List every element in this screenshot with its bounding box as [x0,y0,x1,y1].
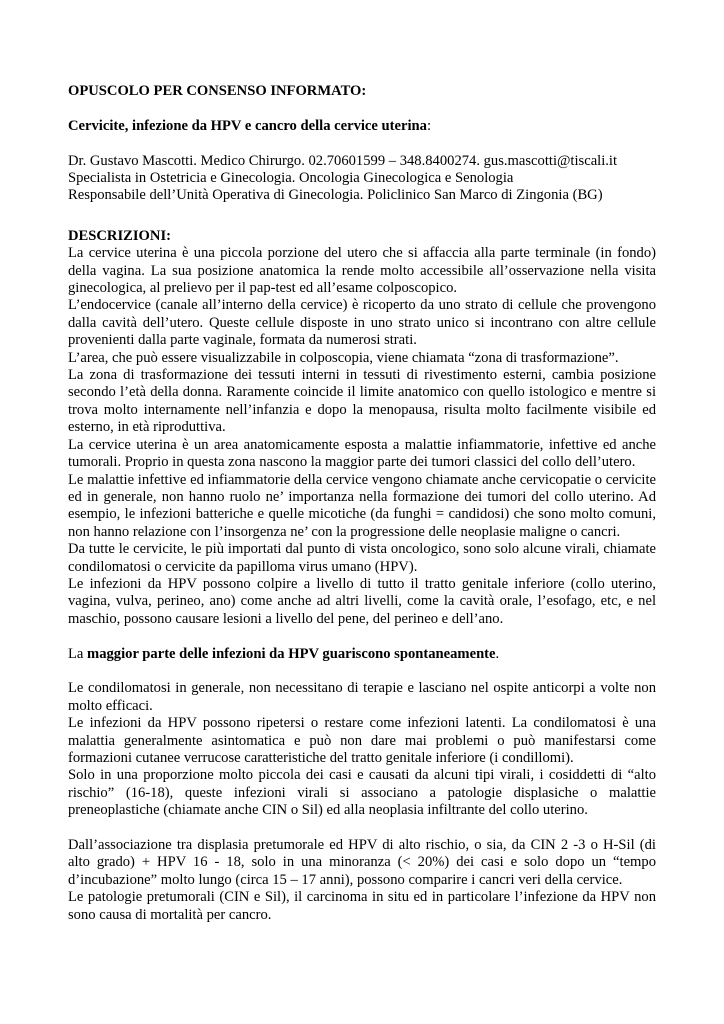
paragraph: Le infezioni da HPV possono colpire a livello di tutto il tratto genitale inferiore (collo uterino, vagina, vulva, perineo, ano) come anche ad altri livelli, come la cavità orale, l’esofago, etc, e nel maschio, possono causare lesioni a livello del pene, del perineo e dell’ano. [68,575,656,627]
highlight-sentence [68,646,656,663]
spacer [68,820,656,837]
author-line-3: Responsabile dell’Unità Operativa di Ginecologia. Policlinico San Marco di Zingonia (BG) [68,187,603,204]
subtitle-rest: : [426,117,431,134]
highlight-bold: maggior parte delle infezioni da HPV guariscono spontaneamente [87,645,496,662]
paragraph: Le malattie infettive ed infiammatorie della cervice vengono chiamate anche cervicopatie o cervicite ed in generale, non hanno ruolo ne’ importanza nella formazione dei tumori del collo uterino. Ad esempio, le infezioni batteriche e quelle micotiche (da funghi = candidosi) che sono molto comuni, non hanno relazione con l’insorgenza ne’ con la progressione delle neoplasie maligne o cancri. [68,471,656,540]
spacer [68,628,656,645]
paragraph: Da tutte le cervicite, le più importati dal punto di vista oncologico, sono solo alcune virali, chiamate condilomatosi o cervicite da papilloma virus umano (HPV). [68,541,656,575]
document-subtitle [68,118,656,135]
document-page [68,83,656,924]
paragraph: La zona di trasformazione dei tessuti interni in tessuti di rivestimento esterni, cambia posizione secondo l’età della donna. Raramente coincide il limite anatomico con quello istologico e mentre si trova molto internamente nell’infanzia e dopo la menopausa, risulta molto facilmente visibile ed esterno, in età riproduttiva. [68,367,656,436]
author-line-2: Specialista in Ostetricia e Ginecologia. Oncologia Ginecologica e Senologia [68,170,514,186]
paragraph: Le infezioni da HPV possono ripetersi o restare come infezioni latenti. La condilomatosi è una malattia generalmente asintomatica e può non dare mai problemi o può manifestarsi come formazioni cutanee verrucose caratteristiche del tratto genitale inferiore (i condillomi). [68,715,656,766]
paragraph: Solo in una proporzione molto piccola dei casi e causati da alcuni tipi virali, i cosiddetti di “alto rischio” (16-18), queste infezioni virali si associano a patologie displasiche o malattie preneoplastiche (chiamate anche CIN o Sil) ed alla neoplasia infiltrante del collo uterino. [68,767,656,819]
highlight-post: . [495,645,500,662]
paragraph: L’area, che può essere visualizzabile in colposcopia, viene chiamata “zona di trasformazione”. [68,349,619,366]
paragraph: La cervice uterina è un area anatomicamente esposta a malattie infiammatorie, infettive ed anche tumorali. Proprio in questa zona nascono la maggior parte dei tumori classici del collo dell’utero. [68,436,656,471]
spacer [68,100,656,117]
author-line-1: Dr. Gustavo Mascotti. Medico Chirurgo. 02.70601599 – 348.8400274. gus.mascotti@tiscali.it [68,152,618,169]
spacer [68,135,656,152]
paragraph: Le condilomatosi in generale, non necessitano di terapie e lasciano nel ospite anticorpi a volte non molto efficaci. [68,680,656,714]
subtitle-bold: Cervicite, infezione da HPV e cancro della cervice uterina [68,117,427,134]
paragraph: L’endocervice (canale all’interno della cervice) è ricoperto da uno strato di cellule che provengono dalla cavità dell’utero. Queste cellule disposte in uno strato unico si incontrano con altre cellule provenienti dalla parte vaginale, formata da numerosi strati. [68,297,656,349]
paragraph: Dall’associazione tra displasia pretumorale ed HPV di alto rischio, o sia, da CIN 2 -3 o H-Sil (di alto grado) + HPV 16 - 18, solo in una minoranza (< 20%) dei casi e solo dopo un “tempo d’incubazione” molto lungo (circa 15 – 17 anni), possono comparire i cancri veri della cervice. [68,836,656,888]
paragraph: La cervice uterina è una piccola porzione del utero che si affaccia alla parte terminale (in fondo) della vagina. La sua posizione anatomica la rende molto accessibile all’osservazione nella visita ginecologica, al prelievo per il pap-test ed all’esame colposcopico. [68,245,656,297]
paragraph: Le patologie pretumorali (CIN e Sil), il carcinoma in situ ed in particolare l’infezione da HPV non sono causa di mortalità per cancro. [68,889,656,923]
highlight-pre: La [68,645,88,662]
spacer [68,663,656,680]
document-title: OPUSCOLO PER CONSENSO INFORMATO: [68,83,367,99]
spacer [68,205,656,228]
section-heading: DESCRIZIONI: [68,227,171,244]
